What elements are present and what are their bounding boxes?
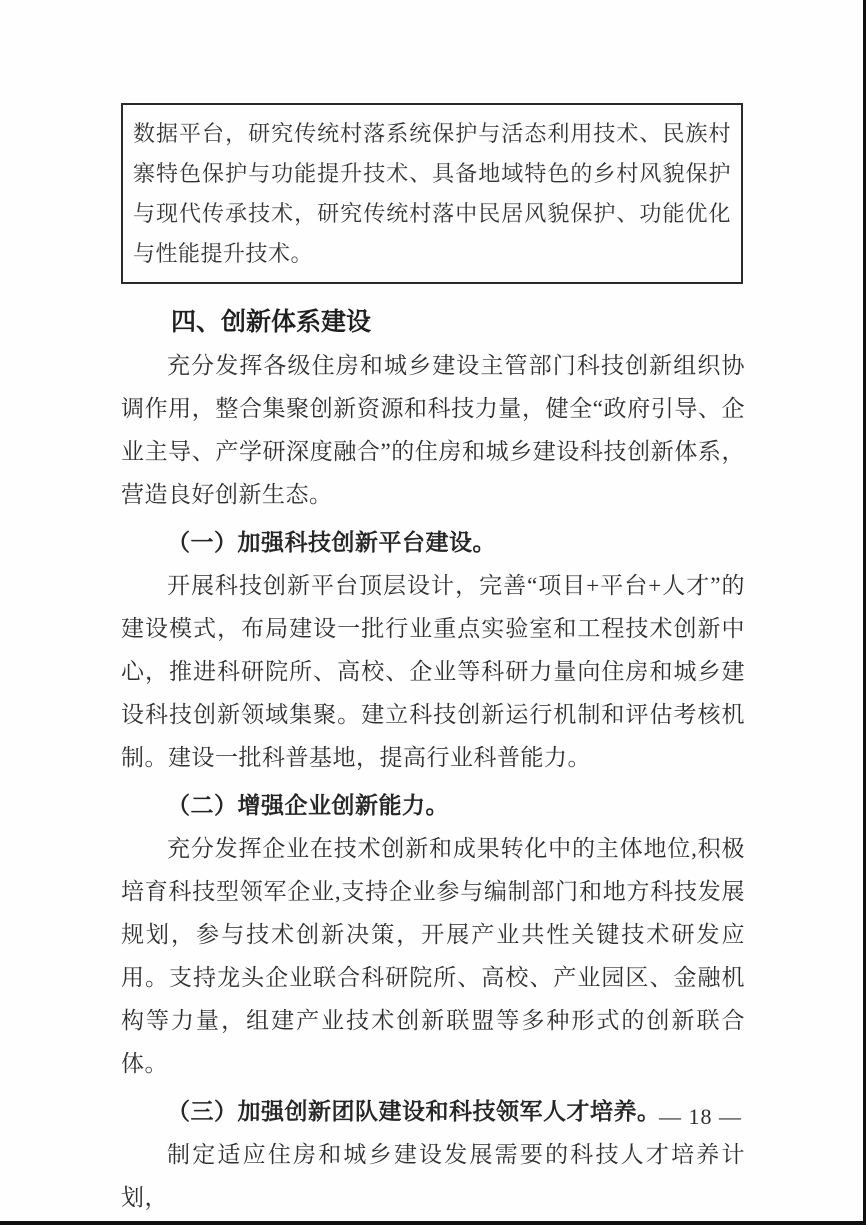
subsection-3-heading: （三）加强创新团队建设和科技领军人才培养。 [167, 1099, 661, 1124]
subsection-2-heading: （二）增强企业创新能力。 [167, 793, 449, 818]
chapter-intro-paragraph: 充分发挥各级住房和城乡建设主管部门科技创新组织协调作用，整合集聚创新资源和科技力量，健全“政府引导、企业主导、产学研深度融合”的住房和城乡建设科技创新体系，营造良好创新生态。 [121, 353, 745, 507]
subsection-2-body: 充分发挥企业在技术创新和成果转化中的主体地位,积极培育科技型领军企业,支持企业参与编制部门和地方科技发展规划，参与技术创新决策，开展产业共性关键技术研发应用。支持龙头企业联合科研院所、高校、产业园区、金融机构等力量，组建产业技术创新联盟等多种形式的创新联合体。 [121, 836, 745, 1076]
boxed-note-text: 数据平台，研究传统村落系统保护与活态利用技术、民族村寨特色保护与功能提升技术、具备地域特色的乡村风貌保护与现代传承技术，研究传统村落中民居风貌保护、功能优化与性能提升技术。 [133, 121, 731, 266]
subsection-1-body: 开展科技创新平台顶层设计，完善“项目+平台+人才”的建设模式，布局建设一批行业重点实验室和工程技术创新中心，推进科研院所、高校、企业等科研力量向住房和城乡建设科技创新领域集聚。建立科技创新运行机制和评估考核机制。建设一批科普基地，提高行业科普能力。 [121, 573, 745, 770]
page-number: — 18 — [659, 1104, 742, 1129]
scan-edge-bottom [0, 1221, 866, 1225]
boxed-note [121, 103, 743, 284]
chapter-heading: 四、创新体系建设 [171, 308, 372, 336]
subsection-1-heading: （一）加强科技创新平台建设。 [167, 530, 496, 555]
subsection-3-body: 制定适应住房和城乡建设发展需要的科技人才培养计划， [121, 1142, 745, 1210]
page-content [121, 103, 745, 1219]
